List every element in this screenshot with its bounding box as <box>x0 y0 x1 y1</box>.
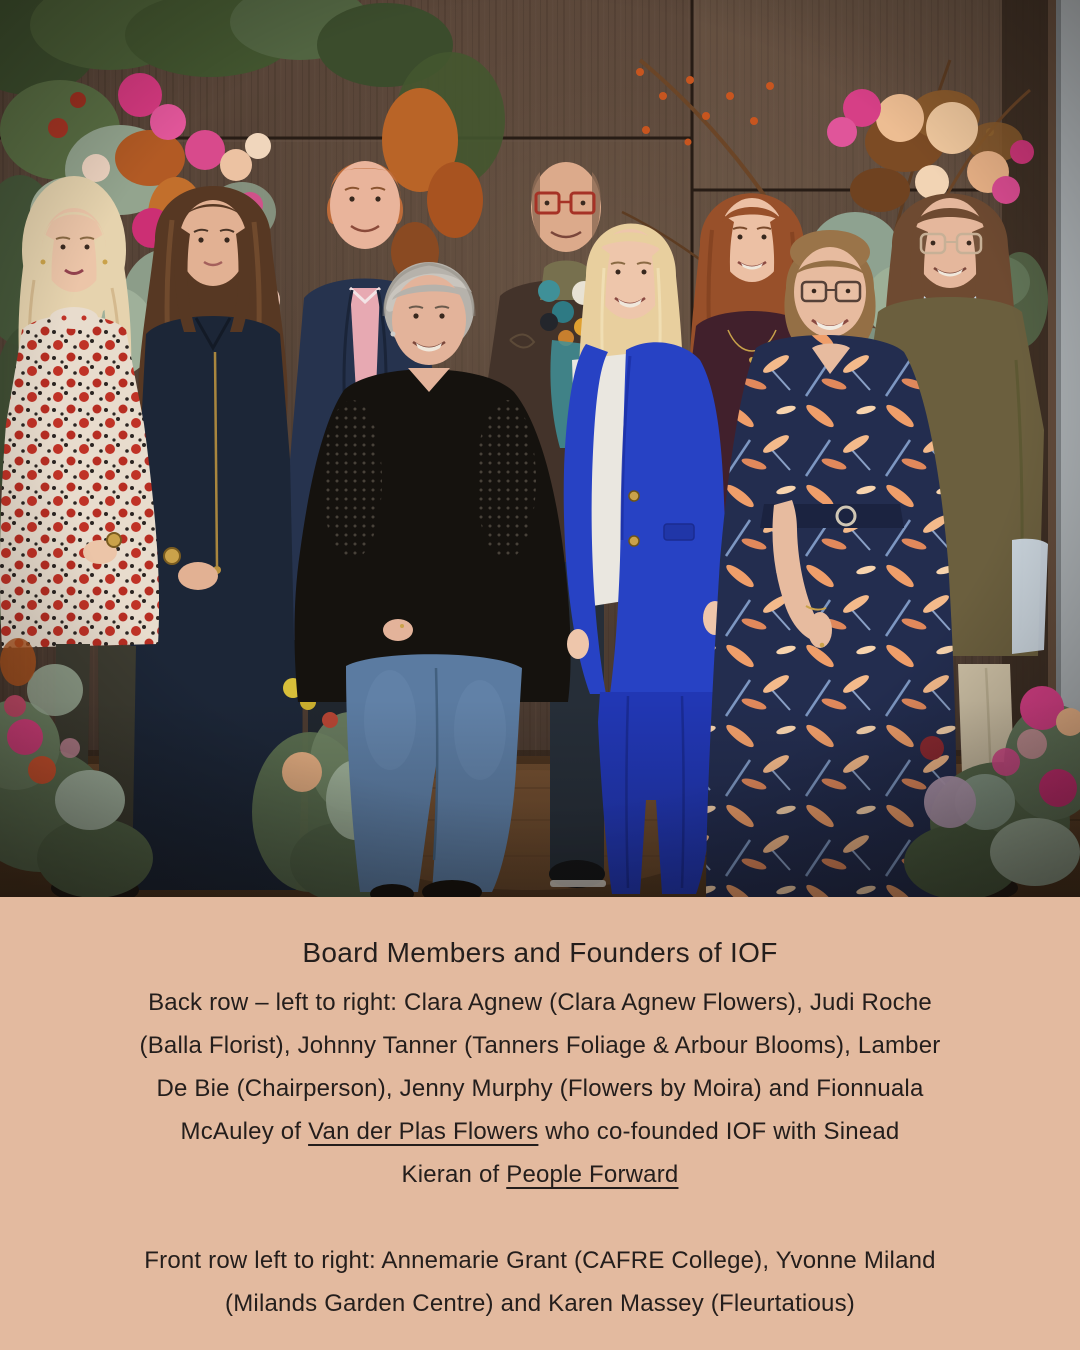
caption-text: De Bie (Chairperson), Jenny Murphy (Flowers by Moira) and Fionnuala <box>156 1075 924 1102</box>
caption-line <box>70 1239 1010 1282</box>
caption-back-row-paragraph <box>70 981 1010 1196</box>
caption-text: Kieran of <box>401 1161 507 1188</box>
caption-text: Front row left to right: Annemarie Grant (CAFRE College), Yvonne Miland <box>144 1247 936 1274</box>
caption-title: Board Members and Founders of IOF <box>302 937 778 968</box>
caption-text: Back row – left to right: Clara Agnew (Clara Agnew Flowers), Judi Roche <box>148 989 932 1016</box>
caption-line <box>70 981 1010 1024</box>
caption-line <box>70 1067 1010 1110</box>
caption-line <box>70 1153 1010 1196</box>
caption-line <box>70 1110 1010 1153</box>
caption-text: (Milands Garden Centre) and Karen Massey (Fleurtatious) <box>225 1290 855 1317</box>
caption-line <box>70 1024 1010 1067</box>
caption-section <box>0 897 1080 1325</box>
underlined-text: Van der Plas Flowers <box>308 1118 539 1145</box>
caption-text: who co-founded IOF with Sinead <box>538 1118 900 1145</box>
caption-text: McAuley of <box>180 1118 309 1145</box>
caption-line <box>70 1282 1010 1325</box>
underlined-text: People Forward <box>506 1161 679 1188</box>
caption-front-row-paragraph <box>70 1239 1010 1325</box>
caption-text: (Balla Florist), Johnny Tanner (Tanners Foliage & Arbour Blooms), Lamber <box>139 1032 941 1059</box>
